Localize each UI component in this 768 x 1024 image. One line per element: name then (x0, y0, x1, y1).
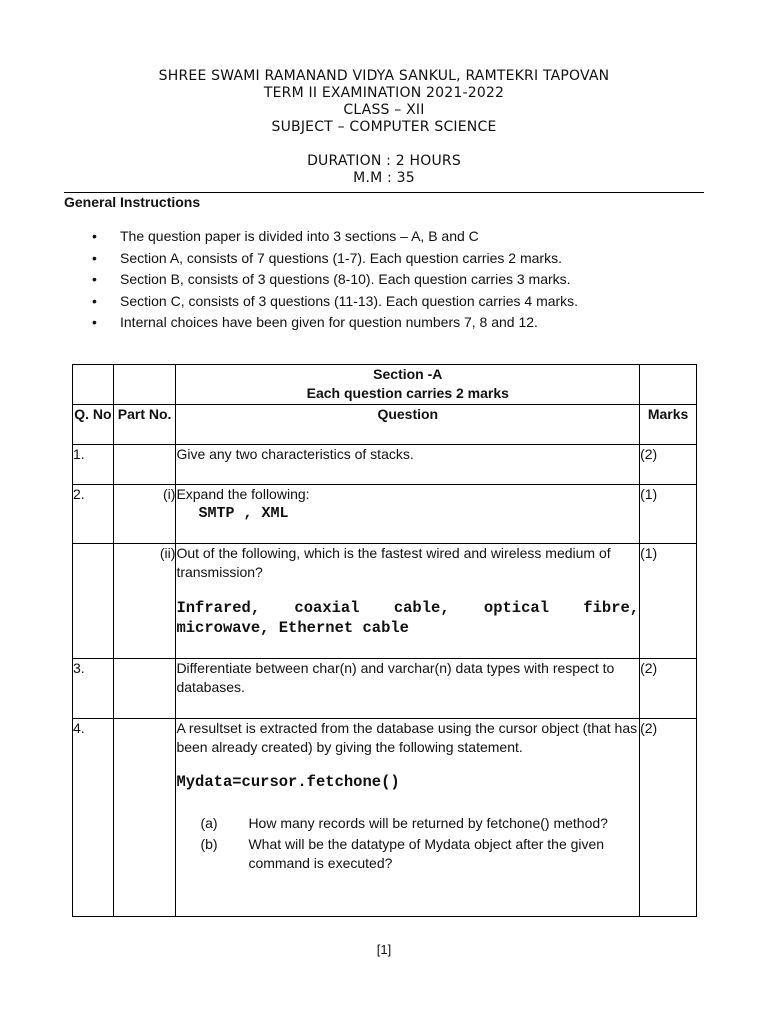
exam-header (64, 68, 704, 187)
question-code: Mydata=cursor.fetchone() (176, 773, 400, 791)
sub-question-text: What will be the datatype of Mydata object after the given command is executed? (248, 836, 605, 871)
sub-question-label: (a) (200, 815, 218, 831)
question-marks: (1) (640, 544, 697, 659)
section-title: Section -A (373, 366, 443, 382)
question-number: 3. (73, 659, 114, 719)
question-marks: (1) (640, 485, 697, 544)
section-header-row (73, 365, 697, 405)
question-text: A resultset is extracted from the database using the cursor object (that has been already created) by giving the following statement. (176, 720, 638, 755)
question-number: 2. (73, 485, 114, 544)
page-number: [1] (376, 942, 392, 957)
col-part-header: Part No. (113, 405, 176, 445)
table-row (73, 659, 697, 719)
instruction-item: • Section C, consists of 3 questions (11-13). Each question carries 4 marks. (92, 292, 578, 314)
question-number: 1. (73, 445, 114, 485)
column-header-row (73, 405, 697, 445)
max-marks-label: M.M : 35 (353, 170, 415, 186)
question-table (72, 364, 697, 917)
instruction-item: • Section B, consists of 3 questions (8-10). Each question carries 3 marks. (92, 270, 578, 292)
sub-question-label: (b) (200, 836, 218, 852)
class-label: CLASS – XII (343, 102, 425, 118)
general-instructions-title: General Instructions (64, 194, 201, 210)
sub-question (176, 835, 639, 873)
question-marks: (2) (640, 659, 697, 719)
question-text: Out of the following, which is the fastest wired and wireless medium of transmission? (176, 545, 611, 580)
question-marks: (2) (640, 445, 697, 485)
question-code: Infrared, coaxial cable, optical fibre, microwave, Ethernet cable (176, 599, 640, 637)
table-row (73, 445, 697, 485)
question-code: SMTP , XML (198, 505, 289, 522)
question-text: Give any two characteristics of stacks. (176, 445, 640, 485)
table-row (73, 485, 697, 544)
section-subtitle: Each question carries 2 marks (306, 385, 509, 401)
sub-question-text: How many records will be returned by fetchone() method? (248, 815, 608, 831)
question-text: Differentiate between char(n) and varchar(n) data types with respect to databases. (176, 659, 640, 719)
duration-label: DURATION : 2 HOURS (307, 153, 461, 169)
subject-label: SUBJECT – COMPUTER SCIENCE (271, 119, 497, 135)
sub-question (176, 814, 639, 833)
exam-title: TERM II EXAMINATION 2021-2022 (263, 85, 505, 101)
instruction-item: • Internal choices have been given for question numbers 7, 8 and 12. (92, 313, 578, 335)
col-marks-header: Marks (640, 405, 697, 445)
part-number: (i) (113, 485, 176, 544)
header-divider (64, 192, 704, 193)
col-question-header: Question (176, 405, 640, 445)
question-text: Expand the following: (176, 486, 310, 502)
question-marks: (2) (640, 719, 697, 917)
part-number: (ii) (113, 544, 176, 659)
col-qno-header: Q. No (73, 405, 114, 445)
instructions-list (92, 227, 578, 335)
school-name: SHREE SWAMI RAMANAND VIDYA SANKUL, RAMTEKRI TAPOVAN (158, 68, 610, 84)
table-row (73, 719, 697, 917)
question-number: 4. (73, 719, 114, 917)
instruction-item: • The question paper is divided into 3 sections – A, B and C (92, 227, 578, 249)
instruction-item: • Section A, consists of 7 questions (1-7). Each question carries 2 marks. (92, 249, 578, 271)
table-row (73, 544, 697, 659)
